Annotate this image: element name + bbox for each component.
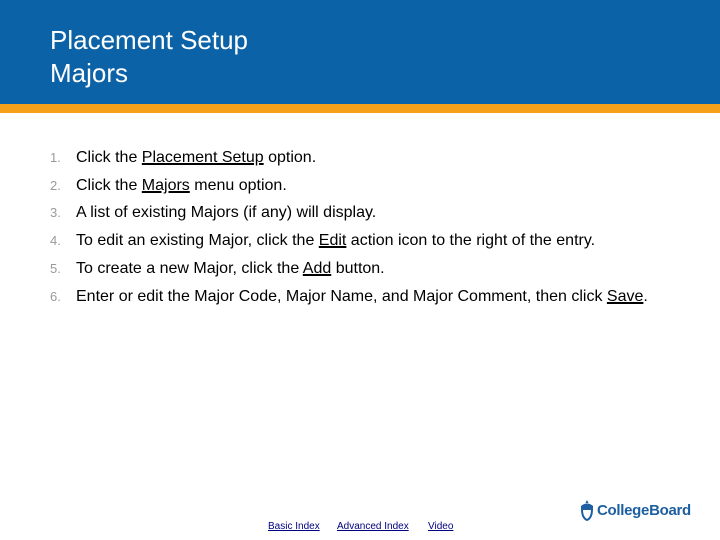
acorn-icon	[578, 498, 596, 522]
step-text	[76, 147, 686, 169]
slide-title-line-2: Majors	[50, 58, 129, 88]
step-text	[76, 175, 686, 197]
step-text-part: .	[643, 288, 648, 305]
collegeboard-logo	[578, 498, 691, 522]
edit-link[interactable]: Edit	[318, 232, 347, 249]
step-number: 6.	[50, 289, 61, 304]
add-link[interactable]: Add	[302, 260, 332, 277]
step-text-part: Click the	[76, 149, 142, 166]
step-number: 1.	[50, 150, 61, 165]
slide-title	[50, 24, 248, 90]
majors-link[interactable]: Majors	[141, 177, 190, 194]
step-text-part: action icon to the right of the entry.	[346, 232, 596, 249]
step-text	[76, 230, 686, 252]
slide-title-line-1: Placement Setup	[50, 25, 249, 55]
basic-index-link[interactable]: Basic Index	[268, 521, 320, 532]
step-text-part: To create a new Major, click the	[76, 260, 303, 277]
placement-setup-link[interactable]: Placement Setup	[141, 149, 264, 166]
step-text-part: To edit an existing Major, click the	[76, 232, 319, 249]
step-text-part: button.	[331, 260, 385, 277]
step-text	[76, 258, 686, 280]
save-link[interactable]: Save	[606, 288, 644, 305]
header-accent-rule	[0, 104, 720, 113]
step-text	[76, 286, 686, 308]
step-text-part: A list of existing Majors (if any) will display.	[76, 204, 377, 221]
step-text	[76, 202, 686, 224]
step-text-part: menu option.	[189, 177, 287, 194]
step-number: 4.	[50, 233, 61, 248]
step-text-part: option.	[263, 149, 317, 166]
logo-wordmark: CollegeBoard	[597, 501, 691, 519]
video-link[interactable]: Video	[428, 521, 454, 532]
step-text-part: Click the	[76, 177, 142, 194]
step-number: 2.	[50, 178, 61, 193]
step-number: 3.	[50, 205, 61, 220]
step-number: 5.	[50, 261, 61, 276]
advanced-index-link[interactable]: Advanced Index	[337, 521, 409, 532]
step-text-part: Enter or edit the Major Code, Major Name, and Major Comment, then click	[76, 288, 607, 305]
